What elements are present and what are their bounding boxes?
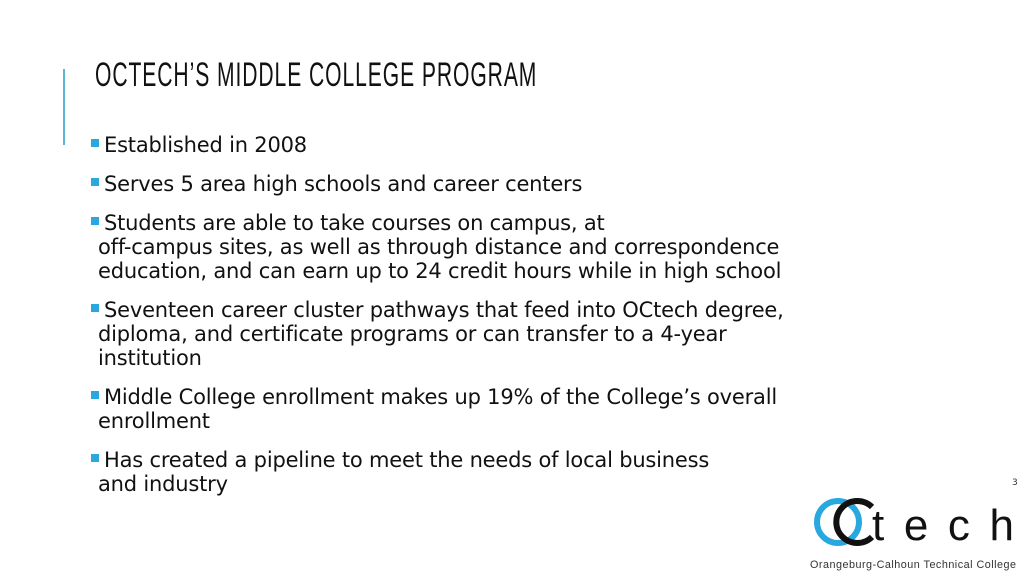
bullet-square-icon [91,304,99,312]
logo-wordmark: tech [872,501,1014,550]
bullet-item [90,448,890,496]
bullet-square-icon [91,139,99,147]
bullet-item [90,385,890,433]
logo-subtitle: Orangeburg-Calhoun Technical College [810,559,1016,571]
bullet-square-icon [91,454,99,462]
bullet-square-icon [91,217,99,225]
page-number: 3 [1012,478,1018,488]
bullet-text-line: education, and can earn up to 24 credit hours while in high school [98,259,782,283]
bullet-text-line: Middle College enrollment makes up 19% of the College’s overall [104,385,777,409]
bullet-text-line: Established in 2008 [104,133,307,157]
bullet-text-line: enrollment [98,409,210,433]
bullet-item [90,133,890,157]
bullet-list [90,133,890,511]
accent-line [63,69,65,145]
bullet-text-line: off-campus sites, as well as through distance and correspondence [98,235,780,259]
bullet-text-line: Seventeen career cluster pathways that feed into OCtech degree, [104,298,784,322]
bullet-square-icon [91,178,99,186]
bullet-text-line: Students are able to take courses on campus, at [104,211,605,235]
bullet-text-line: Has created a pipeline to meet the needs of local business [104,448,710,472]
slide-title: OCTECH’S MIDDLE COLLEGE PROGRAM [95,56,538,94]
bullet-item [90,211,890,283]
bullet-square-icon [91,391,99,399]
bullet-item [90,172,890,196]
bullet-text-line: and industry [98,472,228,496]
bullet-text-line: diploma, and certificate programs or can transfer to a 4-year [98,322,727,346]
bullet-text-line: institution [98,346,202,370]
bullet-item [90,298,890,370]
bullet-text-line: Serves 5 area high schools and career centers [104,172,583,196]
octech-logo [806,494,1020,574]
